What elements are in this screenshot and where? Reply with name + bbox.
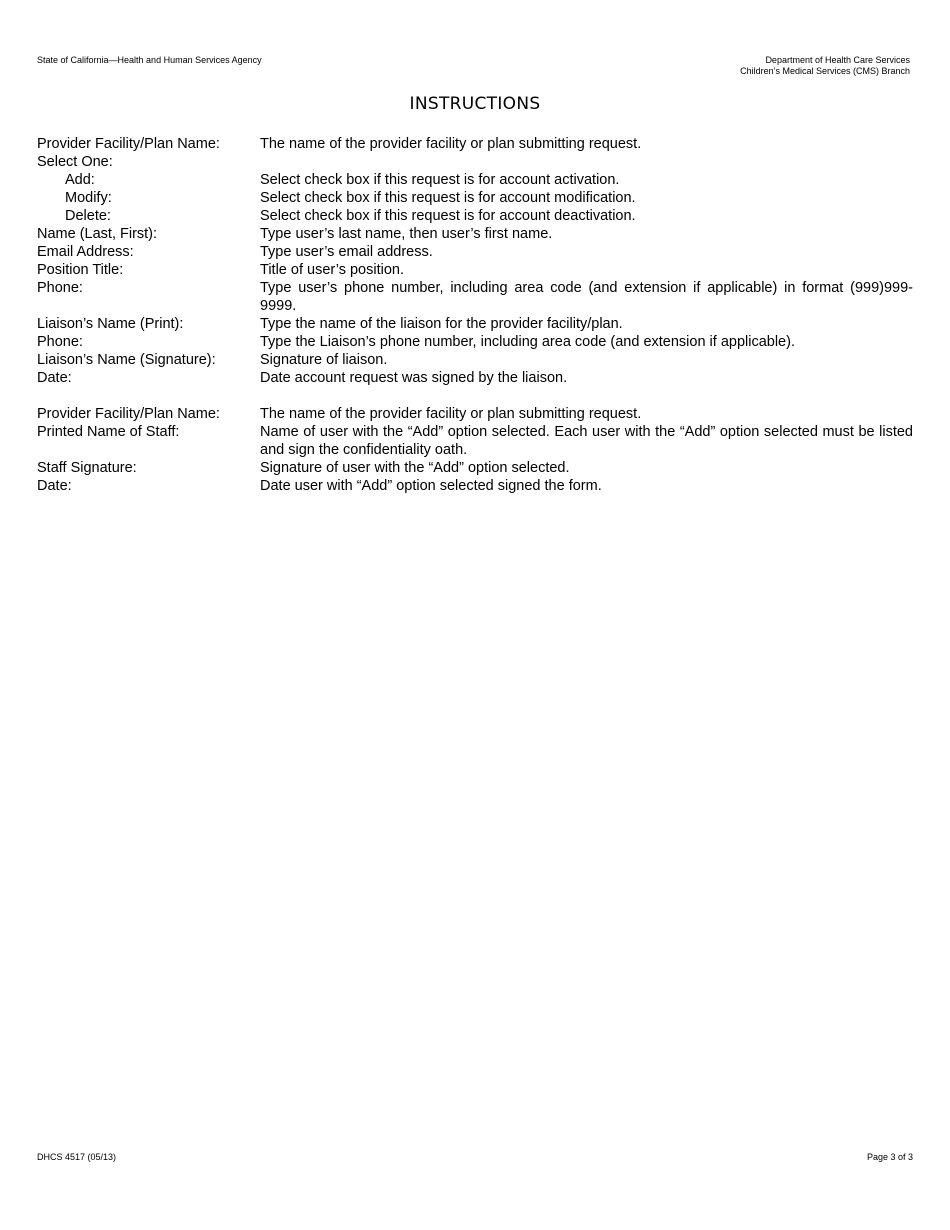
instruction-label: Delete: xyxy=(65,208,111,224)
instruction-label: Email Address: xyxy=(37,244,134,260)
instructions-list xyxy=(37,135,913,495)
instruction-description: Type the name of the liaison for the provider facility/plan. xyxy=(260,316,623,332)
instruction-description: Signature of user with the “Add” option selected. xyxy=(260,460,570,476)
page-number: Page 3 of 3 xyxy=(866,1152,913,1162)
department-name: Department of Health Care Services xyxy=(765,55,910,65)
instruction-label: Phone: xyxy=(37,334,83,350)
instruction-description: Title of user’s position. xyxy=(260,262,404,278)
instruction-row xyxy=(37,405,913,423)
instruction-label: Name (Last, First): xyxy=(37,226,158,242)
instruction-row xyxy=(37,423,913,459)
instruction-label: Phone: xyxy=(37,280,83,296)
instruction-label: Liaison’s Name (Signature): xyxy=(37,352,216,368)
instruction-row xyxy=(37,315,913,333)
instruction-row xyxy=(37,171,913,189)
instruction-description: Select check box if this request is for account activation. xyxy=(260,172,620,188)
instruction-row xyxy=(37,207,913,225)
instruction-description: Type user’s phone number, including area code (and extension if applicable) in format (999)999-9999. xyxy=(260,280,913,314)
instruction-label: Provider Facility/Plan Name: xyxy=(37,406,220,422)
instruction-description: Date account request was signed by the liaison. xyxy=(260,370,568,386)
instruction-label: Staff Signature: xyxy=(37,460,137,476)
instruction-row xyxy=(37,351,913,369)
form-number: DHCS 4517 (05/13) xyxy=(37,1152,117,1162)
department-header xyxy=(740,55,910,77)
instruction-description: Name of user with the “Add” option selected. Each user with the “Add” option selected must be listed and sign the confidentiality oath. xyxy=(260,424,913,458)
instruction-row xyxy=(37,279,913,315)
instruction-description: Select check box if this request is for account modification. xyxy=(260,190,636,206)
instruction-label: Date: xyxy=(37,478,72,494)
branch-name: Children’s Medical Services (CMS) Branch xyxy=(740,66,910,76)
instruction-label: Printed Name of Staff: xyxy=(37,424,180,440)
instruction-label: Position Title: xyxy=(37,262,124,278)
instruction-description: Signature of liaison. xyxy=(260,352,388,368)
instruction-row xyxy=(37,369,913,387)
instruction-description: Select check box if this request is for account deactivation. xyxy=(260,208,636,224)
instruction-label: Provider Facility/Plan Name: xyxy=(37,136,220,152)
instruction-row xyxy=(37,189,913,207)
instruction-description: The name of the provider facility or plan submitting request. xyxy=(260,136,642,152)
agency-header: State of California—Health and Human Services Agency xyxy=(37,55,262,65)
instruction-label: Add: xyxy=(65,172,95,188)
instruction-description: The name of the provider facility or plan submitting request. xyxy=(260,406,642,422)
instruction-description: Type the Liaison’s phone number, including area code (and extension if applicable). xyxy=(260,334,795,350)
instruction-description: Type user’s email address. xyxy=(260,244,433,260)
section-spacer xyxy=(37,387,913,405)
instruction-row xyxy=(37,333,913,351)
instruction-row xyxy=(37,261,913,279)
instruction-row xyxy=(37,225,913,243)
instruction-label: Liaison’s Name (Print): xyxy=(37,316,184,332)
instruction-label: Modify: xyxy=(65,190,112,206)
instruction-description: Date user with “Add” option selected signed the form. xyxy=(260,478,602,494)
instruction-label: Date: xyxy=(37,370,72,386)
instruction-row xyxy=(37,477,913,495)
instruction-description: Type user’s last name, then user’s first name. xyxy=(260,226,553,242)
instruction-label: Select One: xyxy=(37,154,113,170)
instruction-row xyxy=(37,459,913,477)
instruction-row xyxy=(37,243,913,261)
page-title: INSTRUCTIONS xyxy=(409,94,541,114)
instruction-row xyxy=(37,153,913,171)
instruction-row xyxy=(37,135,913,153)
